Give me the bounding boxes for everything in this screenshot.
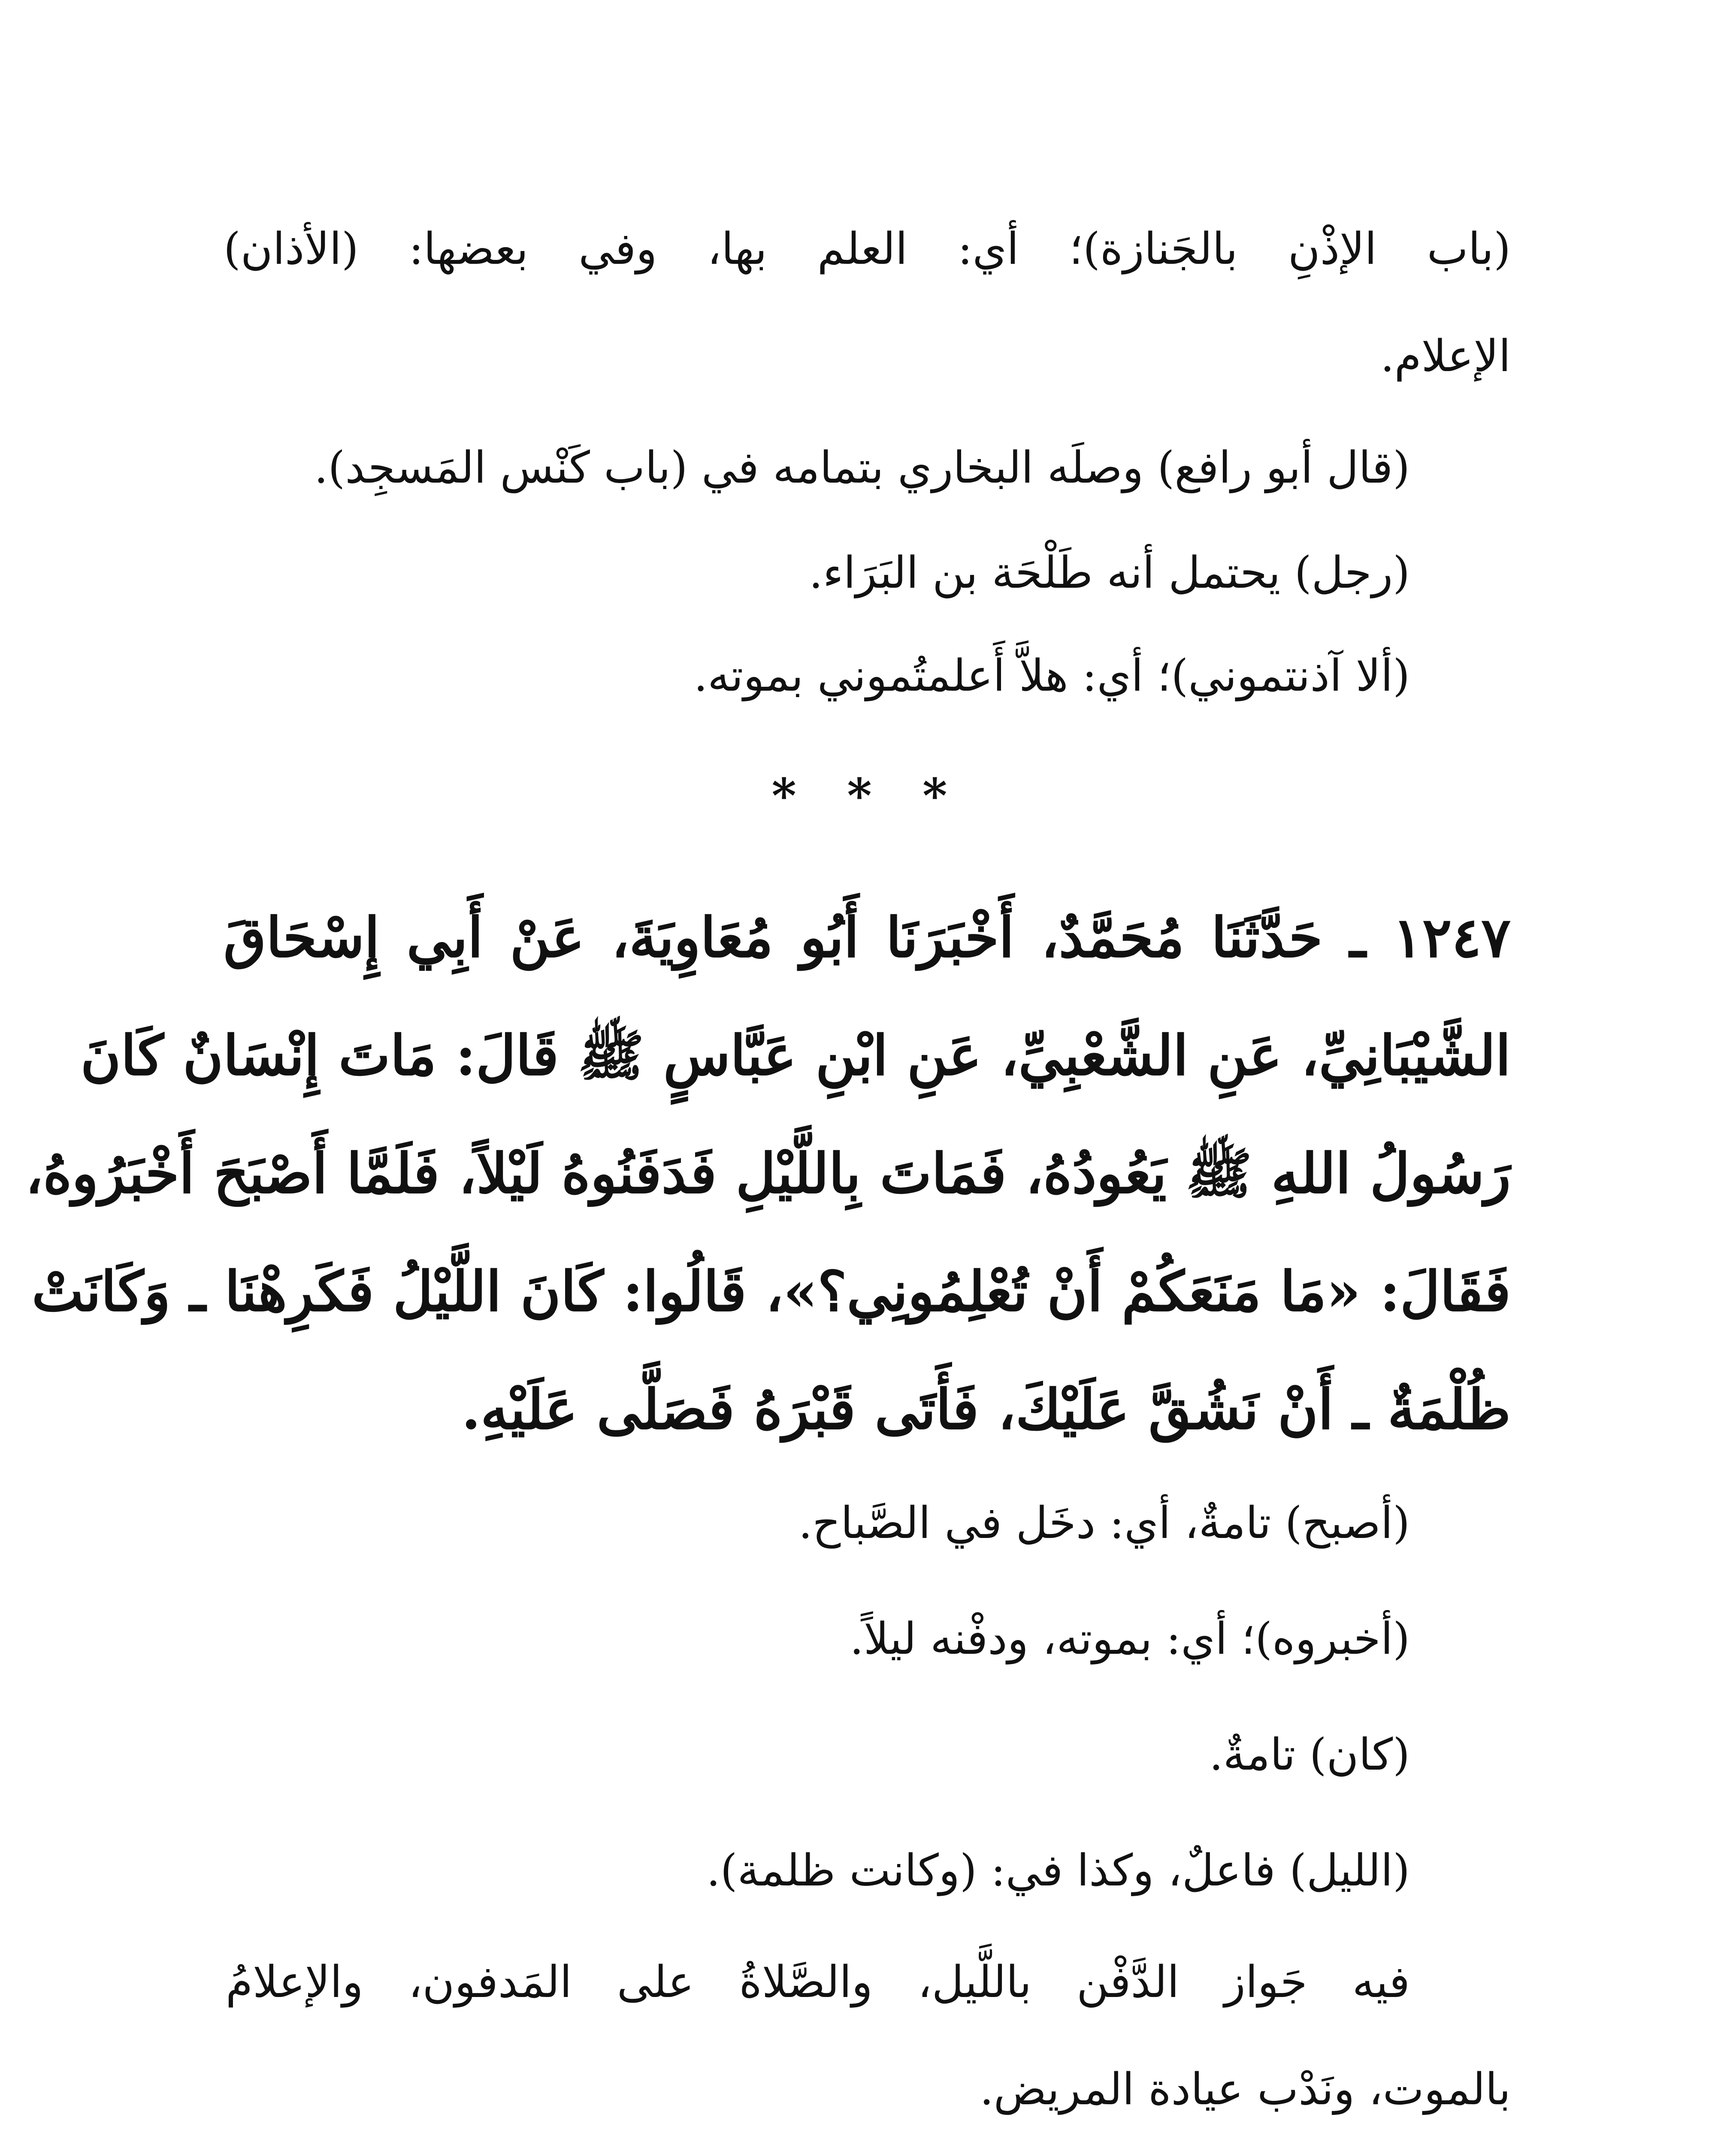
commentary-line-5: (ألا آذنتموني)؛ أي: هلاَّ أَعلمتُموني بموته.	[693, 650, 1410, 701]
section-separator-1: * * *	[771, 768, 965, 823]
commentary-line-8: (كان) تامةٌ.	[1209, 1729, 1410, 1780]
commentary-line-4: (رجل) يحتمل أنه طَلْحَة بن البَرَاء.	[809, 547, 1410, 598]
commentary-line-2: الإعلام.	[1380, 331, 1511, 382]
hadith-line-2: الشَّيْبَانِيِّ، عَنِ الشَّعْبِيِّ، عَنِ ابْنِ عَبَّاسٍ ﷺ قَالَ: مَاتَ إِنْسَانٌ كَانَ	[80, 1024, 1511, 1088]
commentary-line-6: (أصبح) تامةٌ، أي: دخَل في الصَّباح.	[798, 1498, 1410, 1549]
commentary-line-9: (الليل) فاعلٌ، وكذا في: (وكانت ظلمة).	[706, 1845, 1410, 1896]
hadith-line-4: فَقَالَ: «مَا مَنَعَكُمْ أَنْ تُعْلِمُونِي؟»، قَالُوا: كَانَ اللَّيْلُ فَكَرِهْنَا ـ وَكَانَتْ	[32, 1260, 1511, 1324]
commentary-line-7: (أخبروه)؛ أي: بموته، ودفْنه ليلاً.	[850, 1613, 1410, 1665]
commentary-line-10: فيه جَواز الدَّفْن باللَّيل، والصَّلاةُ على المَدفون، والإعلامُ	[226, 1957, 1410, 2008]
commentary-line-11: بالموت، ونَدْب عيادة المريض.	[980, 2064, 1511, 2115]
hadith-line-3: رَسُولُ اللهِ ﷺ يَعُودُهُ، فَمَاتَ بِاللَّيْلِ فَدَفَنُوهُ لَيْلاً، فَلَمَّا أَصْبَحَ أَخْبَرُوهُ،	[25, 1142, 1511, 1206]
commentary-line-1: (باب الإذْنِ بالجَنازة)؛ أي: العلم بها، وفي بعضها: (الأذان)	[224, 224, 1511, 275]
hadith-line-5: ظُلْمَةٌ ـ أَنْ نَشُقَّ عَلَيْكَ، فَأَتَى قَبْرَهُ فَصَلَّى عَلَيْهِ.	[461, 1378, 1511, 1442]
commentary-line-3: (قال أبو رافع) وصلَه البخاري بتمامه في (باب كَنْس المَسجِد).	[314, 442, 1410, 493]
hadith-line-1: ١٢٤٧ ـ حَدَّثَنَا مُحَمَّدٌ، أَخْبَرَنَا أَبُو مُعَاوِيَةَ، عَنْ أَبِي إِسْحَاقَ	[224, 906, 1511, 970]
